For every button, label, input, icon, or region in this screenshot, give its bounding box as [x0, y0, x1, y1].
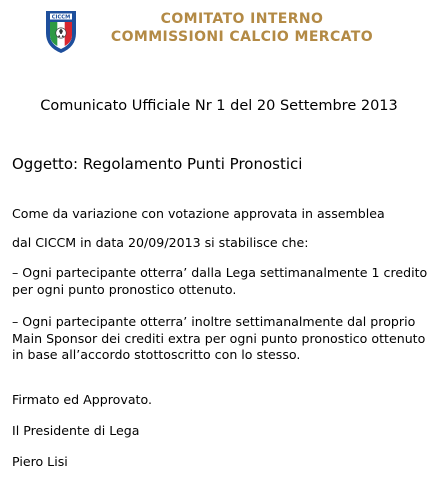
signatory-name: Piero Lisi: [12, 454, 68, 469]
ciccm-shield-logo-icon: [44, 9, 78, 55]
org-name-line1: COMITATO INTERNO: [160, 11, 324, 27]
org-name-line2: COMMISSIONI CALCIO MERCATO: [110, 29, 374, 45]
rule-1-line-2: per ogni punto pronostico ottenuto.: [12, 282, 237, 297]
intro-line-2: dal CICCM in data 20/09/2013 si stabilisce che:: [12, 235, 309, 250]
rule-2-line-1: – Ogni partecipante otterra’ inoltre settimanalmente dal proprio: [12, 314, 416, 329]
document-subject: Oggetto: Regolamento Punti Pronostici: [12, 155, 303, 173]
signature-approval: Firmato ed Approvato.: [12, 392, 152, 407]
rule-1-line-1: – Ogni partecipante otterra’ dalla Lega settimanalmente 1 credito: [12, 265, 428, 280]
intro-line-1: Come da variazione con votazione approvata in assemblea: [12, 206, 385, 221]
organization-name: [92, 10, 392, 46]
rule-2-line-3: in base all’accordo stottoscritto con lo stesso.: [12, 347, 301, 362]
letterhead: [0, 0, 438, 70]
logo-text: CICCM: [51, 14, 71, 21]
rule-2-line-2: Main Sponsor dei crediti extra per ogni punto pronostico ottenuto: [12, 331, 426, 346]
signatory-role: Il Presidente di Lega: [12, 423, 140, 438]
document-title: Comunicato Ufficiale Nr 1 del 20 Settembre 2013: [40, 98, 398, 114]
